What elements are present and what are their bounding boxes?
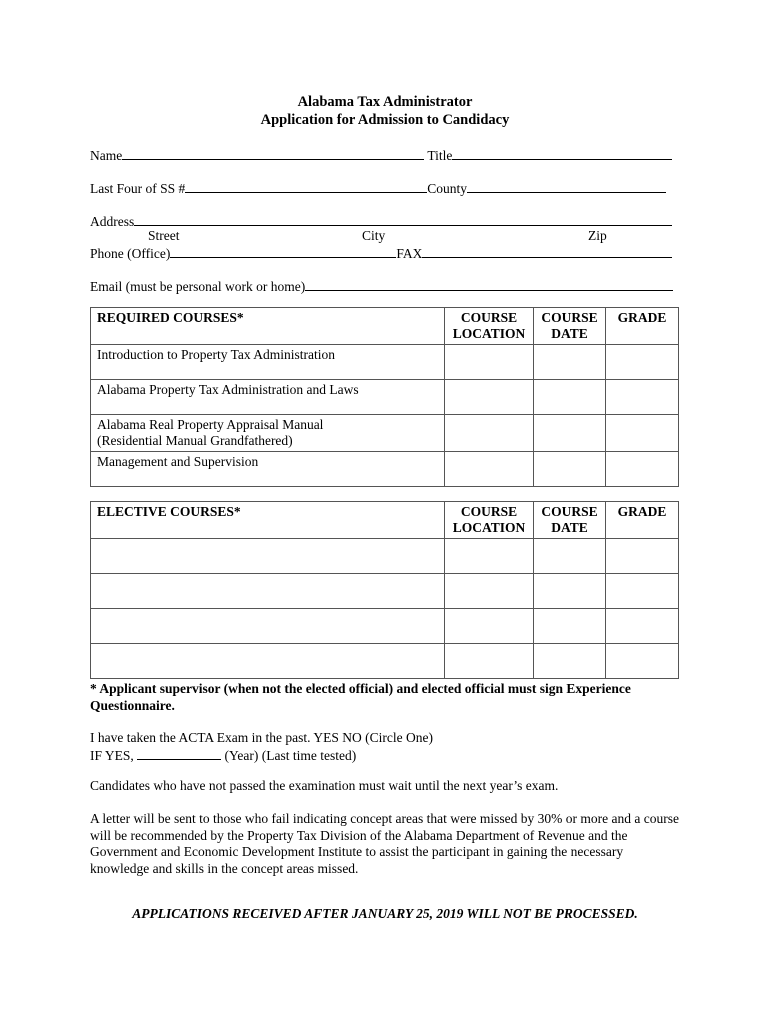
grade-cell[interactable]: [606, 452, 679, 487]
course-location-cell[interactable]: [445, 539, 534, 574]
required-courses-table: [90, 307, 679, 487]
table-row: [91, 415, 679, 452]
course-location-cell[interactable]: [445, 380, 534, 415]
table-row: [91, 574, 679, 609]
phone-fax-row: [90, 244, 672, 262]
elective-courses-header: ELECTIVE COURSES*: [91, 502, 445, 539]
course-date-cell[interactable]: [534, 345, 606, 380]
course-date-header: COURSE DATE: [534, 502, 606, 539]
course-date-cell[interactable]: [534, 415, 606, 452]
course-location-cell[interactable]: [445, 452, 534, 487]
course-location-cell[interactable]: [445, 415, 534, 452]
grade-cell[interactable]: [606, 574, 679, 609]
title-label: Title: [427, 148, 453, 163]
course-date-cell[interactable]: [534, 380, 606, 415]
grade-cell[interactable]: [606, 380, 679, 415]
fax-label: FAX: [396, 246, 423, 261]
course-name: Alabama Real Property Appraisal Manual (Residential Manual Grandfathered): [91, 415, 445, 452]
deadline-notice: APPLICATIONS RECEIVED AFTER JANUARY 25, 2019 WILL NOT BE PROCESSED.: [132, 906, 638, 921]
course-name-cell[interactable]: [91, 574, 445, 609]
table-row: [91, 644, 679, 679]
fax-field[interactable]: [422, 244, 672, 258]
elective-header-row: [91, 502, 679, 539]
course-date-cell[interactable]: [534, 644, 606, 679]
grade-cell[interactable]: [606, 539, 679, 574]
table-row: [91, 539, 679, 574]
course-location-cell[interactable]: [445, 345, 534, 380]
city-label: City: [362, 228, 386, 243]
table-row: [91, 345, 679, 380]
ss-label: Last Four of SS #: [90, 181, 186, 196]
table-row: [91, 380, 679, 415]
course-location-header: COURSE LOCATION: [445, 502, 534, 539]
letter-notice: A letter will be sent to those who fail indicating concept areas that were missed by 30% or more and a course will be recommended by the Property Tax Division of the Alabama Department of Revenue and the Government and Economic Development Institute to assist the participant in gaining the necessary knowledge and skills in the concept areas missed.: [90, 811, 679, 876]
supervisor-signature-note: * Applicant supervisor (when not the elected official) and elected official must sign Experience Questionnaire.: [90, 681, 631, 713]
course-name: Introduction to Property Tax Administration: [91, 345, 445, 380]
phone-label: Phone (Office): [90, 246, 171, 261]
name-title-row: [90, 146, 672, 164]
title-field[interactable]: [452, 146, 672, 160]
elective-courses-table: [90, 501, 679, 679]
table-row: [91, 452, 679, 487]
course-location-header: COURSE LOCATION: [445, 308, 534, 345]
course-date-header: COURSE DATE: [534, 308, 606, 345]
ss-county-row: [90, 179, 666, 197]
course-date-cell[interactable]: [534, 574, 606, 609]
course-name-cell[interactable]: [91, 539, 445, 574]
course-date-cell[interactable]: [534, 609, 606, 644]
county-label: County: [427, 181, 468, 196]
course-date-cell[interactable]: [534, 539, 606, 574]
course-location-cell[interactable]: [445, 574, 534, 609]
address-label: Address: [90, 214, 135, 229]
acta-year-line: IF YES, (Year) (Last time tested): [90, 747, 357, 763]
phone-field[interactable]: [170, 244, 396, 258]
name-field[interactable]: [122, 146, 424, 160]
acta-year-field[interactable]: [137, 747, 221, 760]
acta-exam-question: [90, 730, 680, 764]
grade-header: GRADE: [606, 308, 679, 345]
name-label: Name: [90, 148, 123, 163]
form-title-line2: Application for Admission to Candidacy: [260, 112, 510, 128]
grade-cell[interactable]: [606, 415, 679, 452]
address-field[interactable]: [134, 212, 672, 226]
grade-header: GRADE: [606, 502, 679, 539]
grade-cell[interactable]: [606, 609, 679, 644]
street-label: Street: [148, 228, 180, 243]
course-date-cell[interactable]: [534, 452, 606, 487]
email-row: [90, 277, 673, 295]
course-name-cell[interactable]: [91, 644, 445, 679]
ss-field[interactable]: [185, 179, 427, 193]
table-row: [91, 609, 679, 644]
zip-label: Zip: [588, 228, 607, 243]
grade-cell[interactable]: [606, 345, 679, 380]
course-location-cell[interactable]: [445, 609, 534, 644]
email-field[interactable]: [305, 277, 673, 291]
course-location-cell[interactable]: [445, 644, 534, 679]
email-label: Email (must be personal work or home): [90, 279, 306, 294]
required-header-row: [91, 308, 679, 345]
course-name: Management and Supervision: [91, 452, 445, 487]
course-name-cell[interactable]: [91, 609, 445, 644]
form-title-line1: Alabama Tax Administrator: [297, 94, 473, 110]
county-field[interactable]: [467, 179, 666, 193]
required-courses-header: REQUIRED COURSES*: [91, 308, 445, 345]
course-name: Alabama Property Tax Administration and Laws: [91, 380, 445, 415]
grade-cell[interactable]: [606, 644, 679, 679]
acta-exam-line: I have taken the ACTA Exam in the past. YES NO (Circle One): [90, 730, 433, 745]
wait-notice: Candidates who have not passed the examination must wait until the next year’s exam.: [90, 778, 559, 793]
